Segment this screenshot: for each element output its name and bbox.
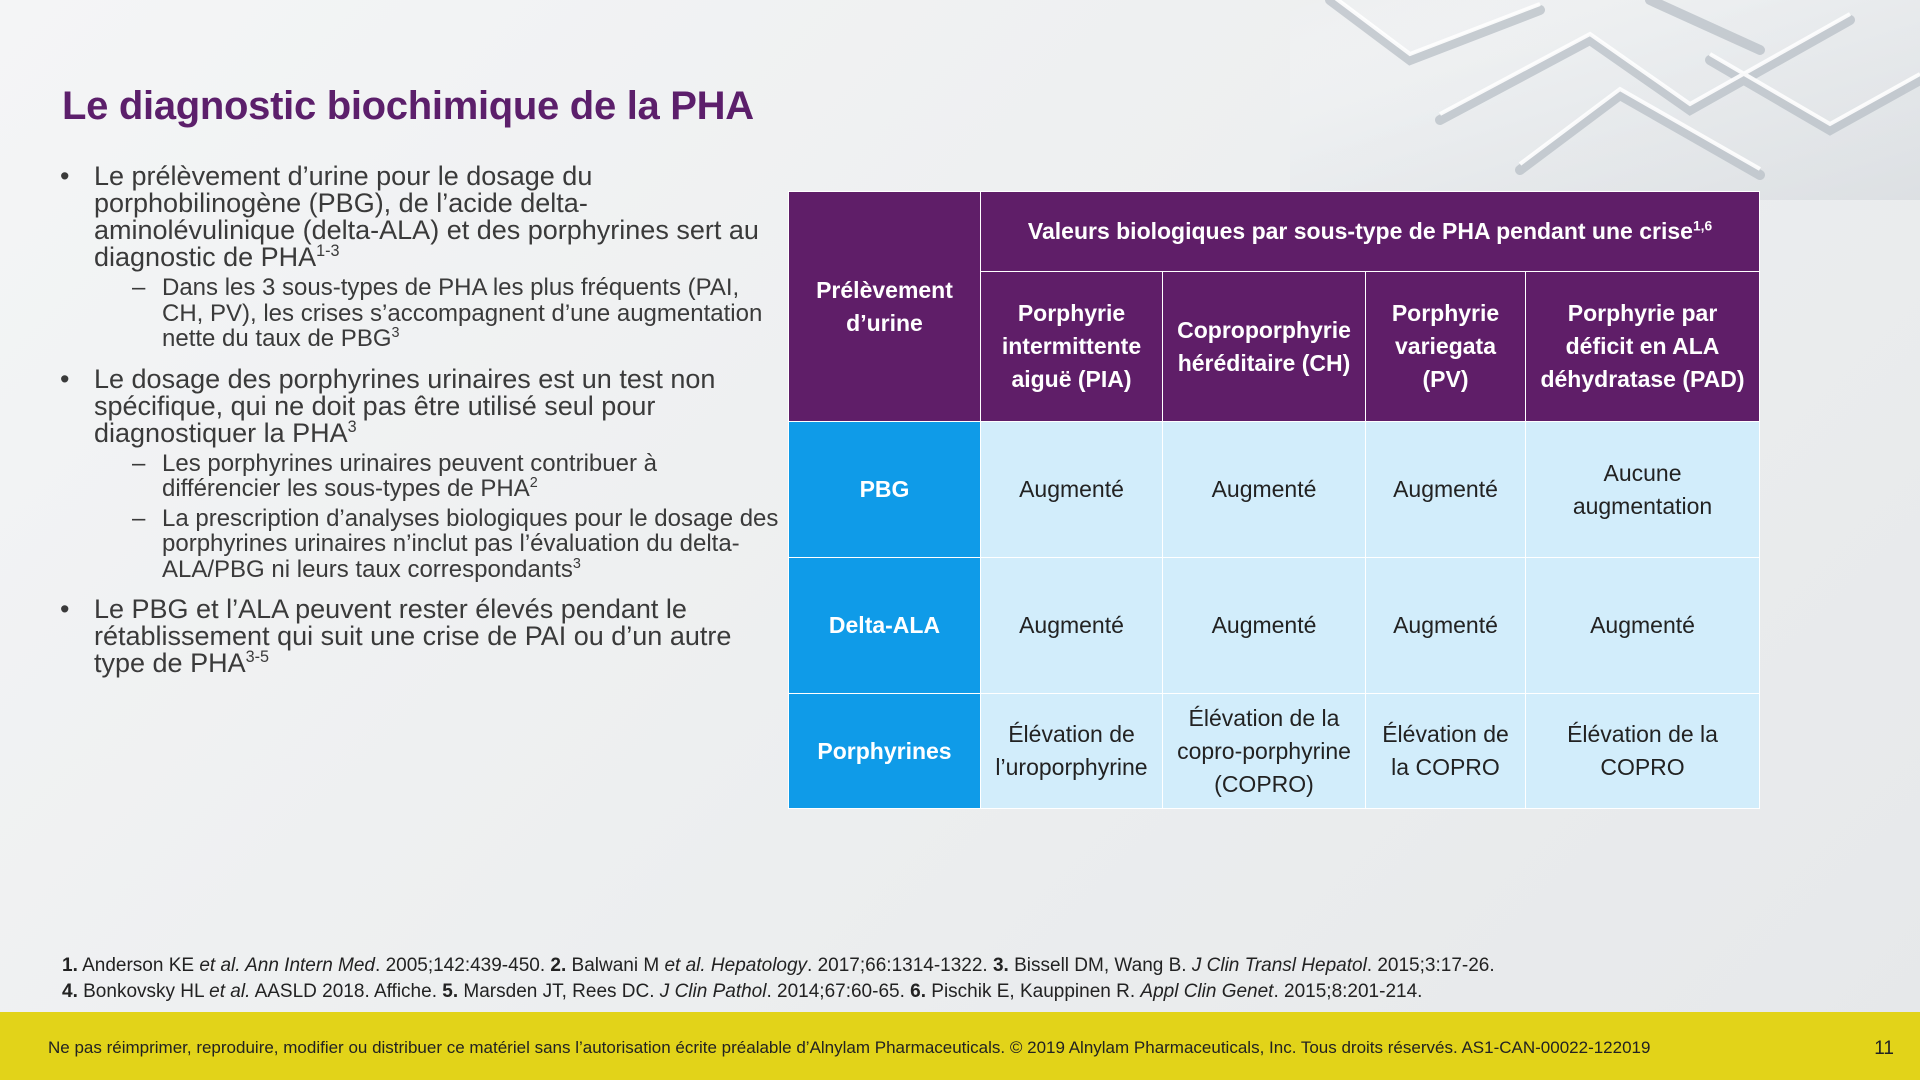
- bullet-dot: •: [60, 594, 70, 624]
- ref-text: . 2015;8:201-214.: [1273, 981, 1423, 1002]
- bullet-item: [60, 596, 780, 677]
- ref-text: Anderson KE: [77, 955, 200, 976]
- table-cell: Augmenté: [981, 558, 1163, 694]
- references: [62, 953, 1495, 1005]
- ref-journal: J Clin Pathol: [659, 981, 767, 1002]
- citation-sup: 3: [391, 325, 400, 341]
- table-cell: Augmenté: [1366, 558, 1526, 694]
- ref-journal: et al. Hepatology: [664, 955, 808, 976]
- table-cell: Augmenté: [981, 422, 1163, 558]
- table-cell: Élévation de l’uroporphyrine: [981, 694, 1163, 809]
- sub-bullet-dash: –: [132, 449, 146, 477]
- column-header: Porphyrie variegata (PV): [1366, 272, 1526, 422]
- bullet-text: Le prélèvement d’urine pour le dosage du porphobilinogène (PBG), de l’acide delta-aminolévulinique (delta-ALA) et des porphyrines sert au diagnostic de PHA: [94, 161, 759, 272]
- bullet-list: [60, 163, 780, 691]
- table-top-header: [981, 192, 1760, 272]
- citation-sup: 2: [529, 475, 538, 491]
- bullet-text: Le PBG et l’ALA peuvent rester élevés pendant le rétablissement qui suit une crise de PAI ou d’un autre type de PHA: [94, 594, 732, 678]
- references-line: [62, 953, 1495, 979]
- citation-sup: 1,6: [1692, 218, 1713, 234]
- copyright-notice: Ne pas réimprimer, reproduire, modifier ou distribuer ce matériel sans l’autorisation écrite préalable d’Alnylam Pharmaceuticals. © 2019 Alnylam Pharmaceuticals, Inc. Tous droits réservés. AS1-CAN-00022-122019: [48, 1038, 1651, 1057]
- row-label: Porphyrines: [789, 694, 981, 809]
- bullet-text: Le dosage des porphyrines urinaires est un test non spécifique, qui ne doit pas être utilisé seul pour diagnostiquer la PHA: [94, 363, 716, 448]
- ref-text: AASLD 2018. Affiche.: [250, 981, 443, 1002]
- ref-number: 1.: [62, 955, 78, 976]
- table-cell: Élévation de la COPRO: [1526, 694, 1760, 809]
- sub-bullet-text: Les porphyrines urinaires peuvent contribuer à différencier les sous-types de PHA: [162, 449, 657, 502]
- sub-bullet-text: La prescription d’analyses biologiques pour le dosage des porphyrines urinaires n’inclut pas l’évaluation du delta-ALA/PBG ni leurs taux correspondants: [162, 504, 779, 583]
- ref-text: . 2015;3:17-26.: [1366, 955, 1495, 976]
- citation-sup: 3: [347, 417, 357, 436]
- table-cell: Élévation de la COPRO: [1366, 694, 1526, 809]
- ref-journal: et al. Ann Intern Med: [199, 955, 376, 976]
- ref-text: Balwani M: [566, 955, 665, 976]
- sub-bullet-dash: –: [132, 274, 146, 301]
- column-header: Coproporphyrie héréditaire (CH): [1163, 272, 1366, 422]
- ref-number: 2.: [550, 955, 567, 976]
- citation-sup: 3: [572, 555, 581, 572]
- sub-bullet-item: [94, 275, 780, 352]
- ref-journal: et al.: [209, 981, 251, 1002]
- ref-journal: J Clin Transl Hepatol: [1191, 955, 1367, 976]
- ref-text: Marsden JT, Rees DC.: [458, 981, 660, 1002]
- table-cell: Augmenté: [1366, 422, 1526, 558]
- row-label: PBG: [789, 422, 981, 558]
- ref-text: Pischik E, Kauppinen R.: [926, 981, 1141, 1002]
- table-row: [789, 422, 1760, 558]
- citation-sup: 1-3: [316, 242, 340, 260]
- ref-text: . 2014;67:60-65.: [766, 981, 911, 1002]
- table-row: [789, 558, 1760, 694]
- citation-sup: 3-5: [245, 648, 269, 666]
- table-cell: Augmenté: [1163, 422, 1366, 558]
- table-row: [789, 694, 1760, 809]
- column-header: Porphyrie intermittente aiguë (PIA): [981, 272, 1163, 422]
- page-number: 11: [1874, 1038, 1894, 1059]
- page-title: Le diagnostic biochimique de la PHA: [62, 84, 754, 128]
- table-cell: Augmenté: [1526, 558, 1760, 694]
- table-cell: Élévation de la copro-porphyrine (COPRO): [1163, 694, 1366, 809]
- biochemical-values-table: [788, 191, 1760, 809]
- ref-text: . 2017;66:1314-1322.: [807, 955, 993, 976]
- bullet-dot: •: [60, 161, 70, 191]
- references-line: [62, 979, 1495, 1005]
- ref-text: . 2005;142:439-450.: [375, 955, 551, 976]
- row-label: Delta-ALA: [789, 558, 981, 694]
- sub-bullet-item: [94, 451, 780, 502]
- sub-bullet-dash: –: [132, 504, 146, 532]
- sub-bullet-item: [94, 506, 780, 583]
- ref-text: Bonkovsky HL: [77, 981, 210, 1002]
- bullet-item: [60, 363, 780, 583]
- table-cell: Augmenté: [1163, 558, 1366, 694]
- ref-number: 4.: [62, 981, 78, 1002]
- column-header: Porphyrie par déficit en ALA déhydratase (PAD): [1526, 272, 1760, 422]
- ref-text: Bissell DM, Wang B.: [1008, 955, 1192, 976]
- top-header-text: Valeurs biologiques par sous-type de PHA pendant une crise: [1027, 218, 1693, 244]
- sub-bullet-text: Dans les 3 sous-types de PHA les plus fréquents (PAI, CH, PV), les crises s’accompagnent d’une augmentation nette du taux de PBG: [162, 274, 763, 352]
- ref-journal: Appl Clin Genet: [1140, 981, 1274, 1002]
- ref-number: 5.: [442, 981, 459, 1002]
- maze-decoration: [1290, 0, 1920, 200]
- ref-number: 3.: [992, 955, 1009, 976]
- table-corner-header: Prélèvement d’urine: [789, 192, 981, 422]
- bullet-dot: •: [60, 363, 70, 394]
- footer-bar: [0, 1012, 1920, 1080]
- table-cell: Aucune augmentation: [1526, 422, 1760, 558]
- bullet-item: [60, 163, 780, 352]
- ref-number: 6.: [910, 981, 926, 1002]
